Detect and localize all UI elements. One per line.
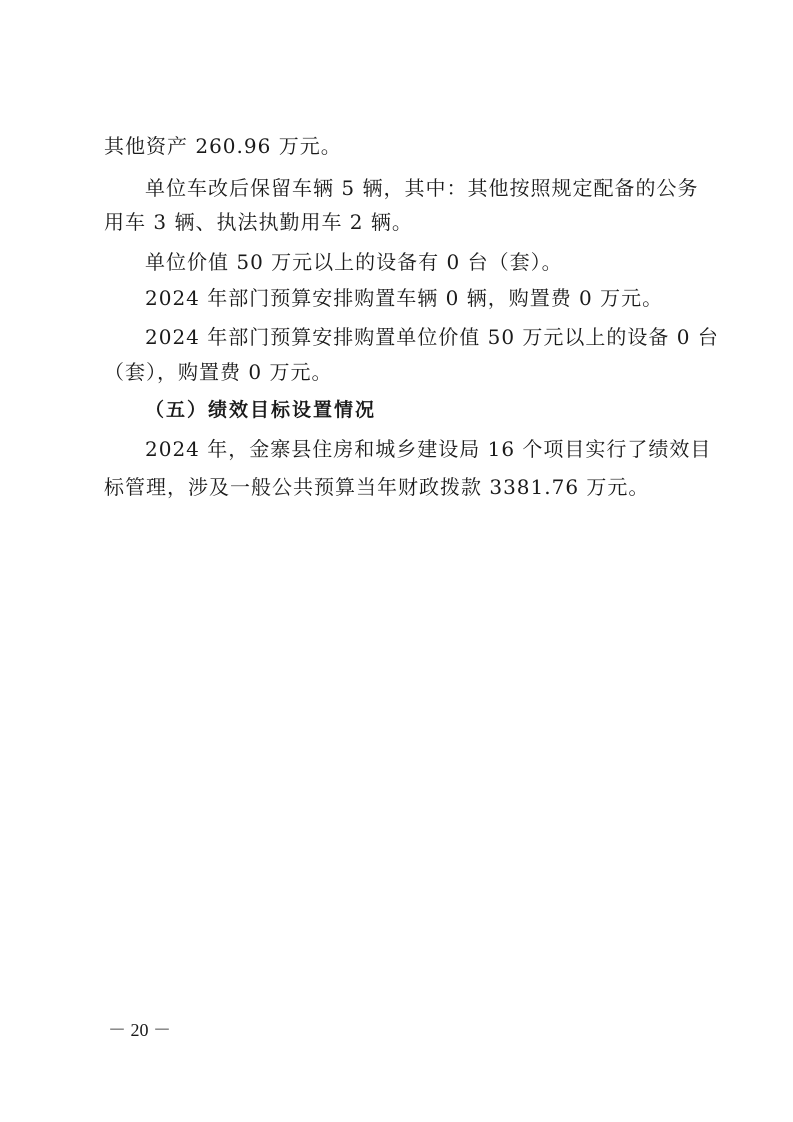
paragraph-line: 用车 3 辆、执法执勤用车 2 辆。 (104, 210, 413, 234)
section-heading: （五）绩效目标设置情况 (145, 399, 377, 421)
paragraph-line: 2024 年部门预算安排购置单位价值 50 万元以上的设备 0 台 (145, 325, 719, 349)
paragraph-line: 单位价值 50 万元以上的设备有 0 台（套）。 (145, 250, 563, 274)
page-number: － 20 － (108, 1020, 171, 1040)
paragraph-line: 2024 年部门预算安排购置车辆 0 辆，购置费 0 万元。 (145, 286, 664, 310)
paragraph-line: （套），购置费 0 万元。 (104, 360, 333, 384)
paragraph-line: 标管理，涉及一般公共预算当年财政拨款 3381.76 万元。 (104, 475, 650, 499)
paragraph-line: 单位车改后保留车辆 5 辆，其中：其他按照规定配备的公务 (145, 176, 699, 200)
paragraph-line: 2024 年，金寨县住房和城乡建设局 16 个项目实行了绩效目 (145, 437, 712, 461)
paragraph-line: 其他资产 260.96 万元。 (104, 134, 342, 158)
